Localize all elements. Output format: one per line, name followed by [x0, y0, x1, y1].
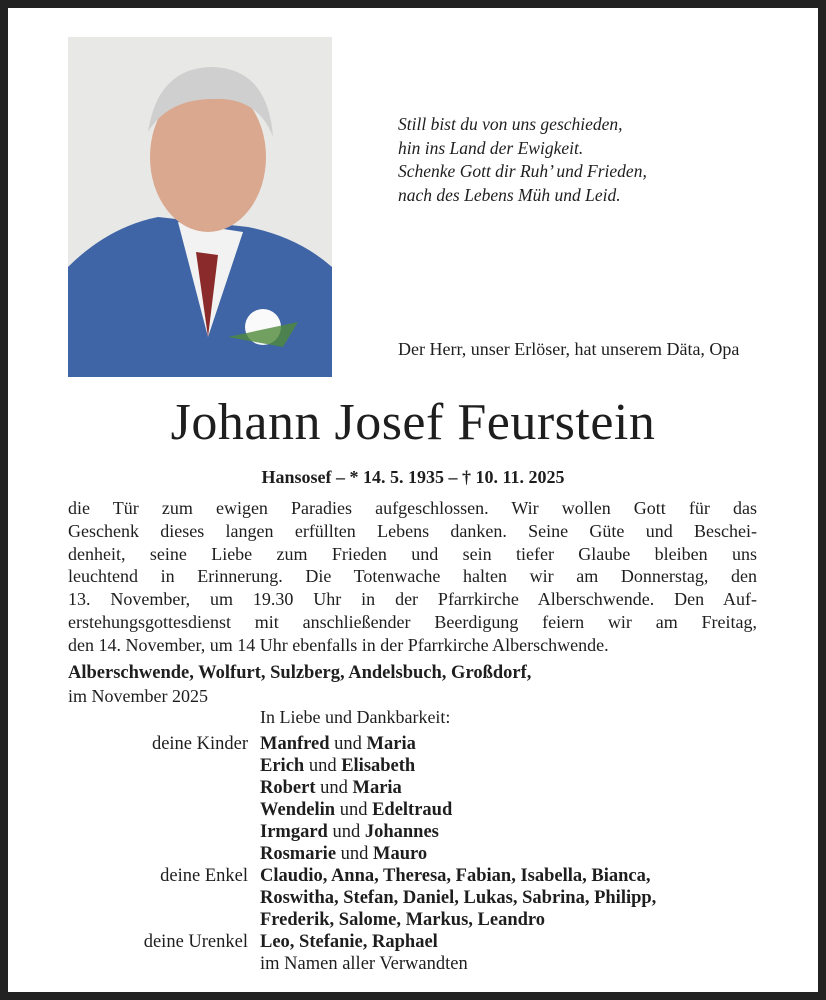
announcement-text — [68, 497, 757, 657]
und: und — [340, 844, 369, 864]
poem-line: hin ins Land der Ewigkeit. — [398, 137, 584, 158]
partner-name: Edeltraud — [372, 800, 453, 820]
names-line: Leo, Stefanie, Raphael — [260, 932, 438, 952]
portrait-photo — [68, 37, 332, 377]
poem-line: Schenke Gott dir Ruh’ und Frieden, — [398, 161, 647, 181]
couple — [260, 755, 768, 777]
date-line: im November 2025 — [68, 686, 208, 706]
poem-line: Still bist du von uns geschieden, — [398, 114, 623, 134]
children-label: deine Kinder — [151, 734, 248, 754]
family-children — [68, 733, 768, 865]
und: und — [332, 822, 361, 842]
couple — [260, 733, 768, 755]
poem — [398, 113, 647, 207]
text-line: denheit, seine Liebe zum Frieden und sein tiefer Glaube bleiben uns — [68, 543, 757, 564]
und: und — [339, 800, 368, 820]
text-line: 13. November, um 19.30 Uhr in der Pfarrkirche Alberschwende. Den Auf- — [68, 589, 757, 610]
couple — [260, 799, 768, 821]
names-line: Roswitha, Stefan, Daniel, Lukas, Sabrina, Philipp, — [260, 888, 657, 908]
child-name: Irmgard — [260, 822, 328, 842]
family-great-grandchildren — [68, 931, 768, 975]
child-name: Erich — [260, 756, 305, 776]
intro-text: Der Herr, unser Erlöser, hat unserem Däta, Opa — [398, 339, 740, 359]
family-list — [68, 733, 768, 975]
text-line: den 14. November, um 14 Uhr ebenfalls in der Pfarrkirche Alberschwende. — [68, 634, 609, 655]
names-line: Frederik, Salome, Markus, Leandro — [260, 910, 546, 930]
couple — [260, 843, 768, 865]
child-name: Manfred — [260, 734, 330, 754]
partner-name: Mauro — [373, 844, 428, 864]
partner-name: Maria — [366, 734, 416, 754]
child-name: Robert — [260, 778, 316, 798]
und: und — [308, 756, 337, 776]
partner-name: Johannes — [364, 822, 439, 842]
great-grandchildren-label: deine Urenkel — [143, 932, 248, 952]
poem-line: nach des Lebens Müh und Leid. — [398, 184, 621, 205]
couple — [260, 821, 768, 843]
great-grandchildren-names — [260, 931, 768, 975]
grandchildren-label: deine Enkel — [160, 866, 248, 886]
und: und — [334, 734, 362, 754]
deceased-name: Johann Josef Feurstein — [170, 394, 656, 451]
places: Alberschwende, Wolfurt, Sulzberg, Andelsbuch, Großdorf, — [68, 663, 532, 683]
text-line: erstehungsgottesdienst mit anschließender Beerdigung feiern wir am Freitag, — [68, 611, 757, 632]
child-name: Wendelin — [260, 800, 336, 820]
child-name: Rosmarie — [260, 844, 337, 864]
und: und — [320, 778, 348, 798]
couple — [260, 777, 768, 799]
partner-name: Elisabeth — [341, 756, 416, 776]
family-grandchildren — [68, 865, 768, 931]
closing-line: im Namen aller Verwandten — [260, 954, 468, 974]
text-line: leuchtend in Erinnerung. Die Totenwache halten wir am Donnerstag, den — [68, 566, 757, 587]
children-names — [260, 733, 768, 865]
text-line: Geschenk dieses langen erfüllten Lebens danken. Seine Güte und Beschei- — [68, 520, 757, 541]
thanks-line: In Liebe und Dankbarkeit: — [260, 707, 451, 727]
life-dates: Hansosef – * 14. 5. 1935 – † 10. 11. 2025 — [261, 467, 565, 487]
text-line: die Tür zum ewigen Paradies aufgeschlossen. Wir wollen Gott für das — [68, 498, 757, 518]
partner-name: Maria — [352, 778, 402, 798]
grandchildren-names — [260, 865, 768, 931]
names-line: Claudio, Anna, Theresa, Fabian, Isabella, Bianca, — [260, 866, 651, 886]
